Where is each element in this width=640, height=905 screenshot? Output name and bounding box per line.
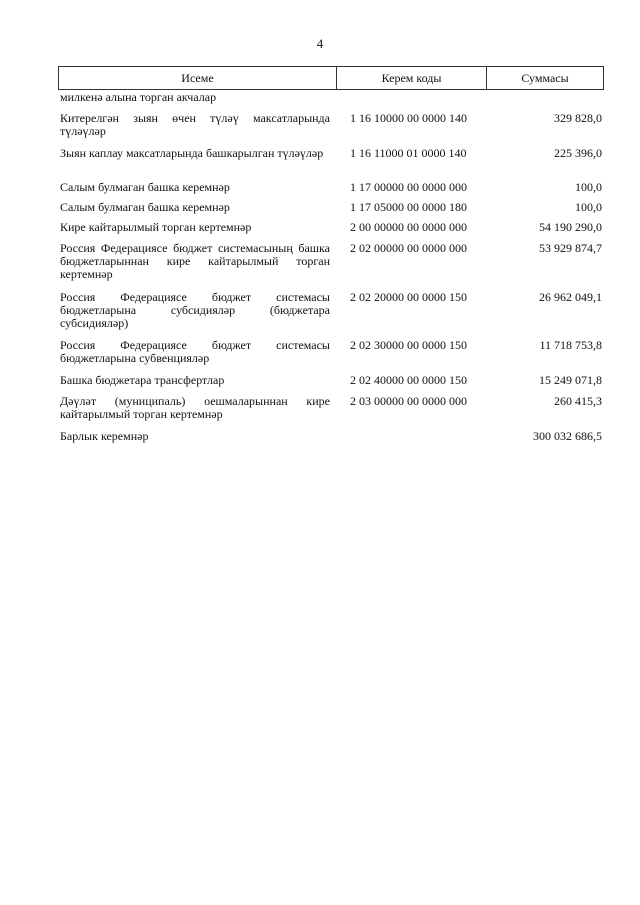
row-sum: 53 929 874,7 [539,241,602,255]
column-header-name: Исеме [59,67,337,89]
row-code: 1 16 10000 00 0000 140 [350,111,467,125]
row-sum: 100,0 [575,200,602,214]
row-code: 2 02 00000 00 0000 000 [350,241,467,255]
row-code: 2 03 00000 00 0000 000 [350,394,467,408]
row-name: Зыян каплау максатларында башкарылган түләүләр [60,146,324,160]
row-sum: 11 718 753,8 [539,338,602,352]
row-code: 1 17 05000 00 0000 180 [350,200,467,214]
row-name: Салым булмаган башка керемнәр [60,180,230,194]
row-name: Башка бюджетара трансфертлар [60,373,225,387]
row-sum: 329 828,0 [554,111,602,125]
total-sum: 300 032 686,5 [533,429,602,443]
row-code: 2 02 30000 00 0000 150 [350,338,467,352]
row-code: 2 00 00000 00 0000 000 [350,220,467,234]
row-sum: 100,0 [575,180,602,194]
row-code: 2 02 40000 00 0000 150 [350,373,467,387]
row-name: Россия Федерациясе бюджет системасының башка бюджетларыннан кире кайтарылмый торган кертемнәр [60,241,330,281]
row-name: Россия Федерациясе бюджет системасы бюджетларына субвенцияләр [60,338,330,365]
row-name: Кире кайтарылмый торган кертемнәр [60,220,252,234]
row-sum: 26 962 049,1 [539,290,602,304]
row-code: 1 17 00000 00 0000 000 [350,180,467,194]
total-label: Барлык керемнәр [60,429,149,443]
row-sum: 260 415,3 [554,394,602,408]
page-number: 4 [316,36,324,51]
row-sum: 15 249 071,8 [539,373,602,387]
row-name: Салым булмаган башка керемнәр [60,200,230,214]
row-code: 2 02 20000 00 0000 150 [350,290,467,304]
row-name: Дәүләт (муниципаль) оешмаларыннан кире кайтарылмый торган кертемнәр [60,394,330,421]
row-code: 1 16 11000 01 0000 140 [350,146,467,160]
table-header [58,66,604,90]
column-header-code: Керем коды [337,67,487,89]
continuation-text: милкенә алына торган акчалар [60,90,217,104]
column-header-sum: Суммасы [521,70,569,85]
row-sum: 54 190 290,0 [539,220,602,234]
row-name: Россия Федерациясе бюджет системасы бюджетларына субсидияләр (бюджетара субсидияләр) [60,290,330,330]
row-name: Китерелгән зыян өчен түләү максатларында түләүләр [60,111,330,138]
row-sum: 225 396,0 [554,146,602,160]
